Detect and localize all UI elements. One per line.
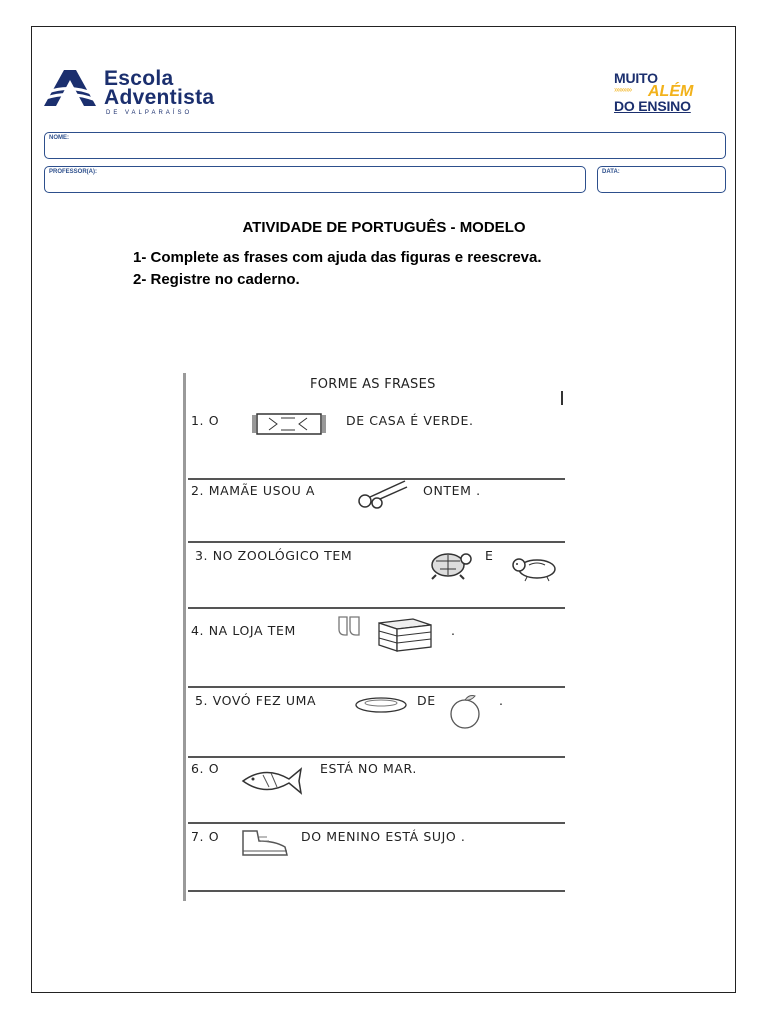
instruction-1: 1- Complete as frases com ajuda das figuras e reescreva.: [133, 249, 542, 266]
data-field[interactable]: [597, 166, 726, 193]
data-label: DATA:: [602, 169, 620, 175]
turtle-icon: [426, 545, 474, 581]
fish-icon: [239, 765, 305, 797]
slogan-line1: MUITO: [614, 70, 658, 86]
sentence-4-start: 4. NA LOJA TEM: [191, 623, 296, 638]
socks-icon: [335, 615, 363, 637]
slogan-line2: ALÉM: [648, 83, 694, 100]
cake-icon: [353, 695, 409, 715]
school-name-sub: DE VALPARAÍSO: [106, 110, 193, 116]
instruction-2: 2- Registre no caderno.: [133, 271, 300, 288]
professor-field[interactable]: [44, 166, 586, 193]
school-name-line2: Adventista: [104, 86, 215, 109]
school-name-line1: Escola: [104, 67, 174, 90]
sentence-2-start: 2. MAMÃE USOU A: [191, 483, 316, 498]
orange-icon: [445, 691, 485, 731]
animal-icon: [509, 553, 561, 583]
sentence-7-end: DO MENINO ESTÁ SUJO .: [301, 829, 466, 844]
writing-line-4: [188, 686, 565, 688]
nome-label: NOME:: [49, 135, 69, 141]
sentence-5-start: 5. VOVÓ FEZ UMA: [195, 693, 317, 708]
sentence-7-start: 7. O: [191, 829, 220, 844]
worksheet-title: FORME AS FRASES: [310, 377, 436, 392]
sentence-2-end: ONTEM .: [423, 483, 481, 498]
slogan-line3: DO ENSINO: [614, 98, 691, 114]
school-logo: [44, 68, 274, 120]
sentence-5-end: .: [499, 693, 504, 708]
boxes-icon: [373, 615, 437, 653]
sentence-6-end: ESTÁ NO MAR.: [320, 761, 417, 776]
writing-line-3: [188, 607, 565, 609]
worksheet-left-edge: [183, 373, 186, 901]
sentence-3-start: 3. NO ZOOLÓGICO TEM: [195, 548, 353, 563]
professor-label: PROFESSOR(A):: [49, 169, 97, 175]
worksheet: [183, 373, 565, 901]
activity-title: ATIVIDADE DE PORTUGUÊS - MODELO: [242, 219, 526, 236]
writing-line-5: [188, 756, 565, 758]
sentence-6-start: 6. O: [191, 761, 220, 776]
slogan-arrows: »»»»»: [614, 85, 632, 94]
writing-line-7: [188, 890, 565, 892]
sentence-1-end: DE CASA É VERDE.: [346, 413, 474, 428]
writing-line-2: [188, 541, 565, 543]
slogan-logo: [614, 70, 730, 118]
nome-field[interactable]: [44, 132, 726, 159]
sentence-5-mid: DE: [417, 693, 436, 708]
scissors-icon: [355, 477, 411, 509]
sentence-3-mid: E: [485, 548, 494, 563]
rug-icon: [251, 411, 327, 437]
sentence-4-end: .: [451, 623, 456, 638]
school-logo-icon: [44, 70, 96, 106]
sentence-1-start: 1. O: [191, 413, 220, 428]
worksheet-right-tick: [561, 391, 563, 405]
shoe-icon: [239, 825, 291, 859]
writing-line-6: [188, 822, 565, 824]
